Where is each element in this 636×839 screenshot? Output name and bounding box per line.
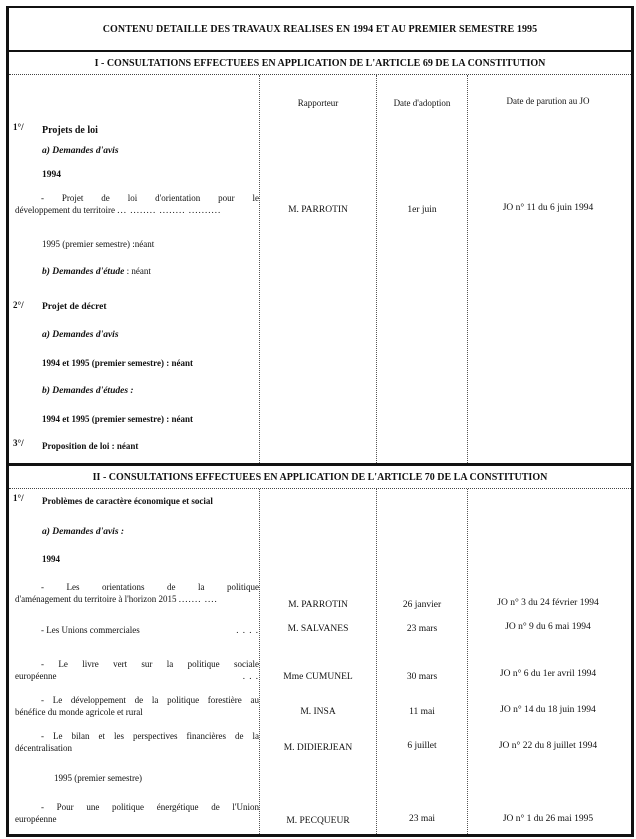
subsection-label: a) Demandes d'avis (42, 330, 119, 340)
year-label: 1994 (42, 554, 60, 564)
jo-date: JO n° 14 du 18 juin 1994 (500, 705, 596, 715)
item-number: 1°/ (13, 493, 24, 503)
entry-description (15, 801, 259, 825)
column-divider (376, 489, 377, 834)
subsection-label: b) Demandes d'études : (42, 386, 134, 396)
item-number: 1°/ (13, 122, 24, 132)
leader-dots: . . . . (236, 625, 259, 635)
entry-line2: décentralisation (15, 743, 72, 753)
entry-line2: européenne (15, 671, 57, 681)
year-label: 1994 (42, 170, 61, 180)
section2-heading: II - CONSULTATIONS EFFECTUEES EN APPLICATION DE L'ARTICLE 70 DE LA CONSTITUTION (9, 463, 631, 489)
year-1995-status: 1995 (premier semestre) :néant (42, 239, 155, 249)
item-title: Proposition de loi : néant (42, 441, 139, 451)
section1-heading: I - CONSULTATIONS EFFECTUEES EN APPLICATION DE L'ARTICLE 69 DE LA CONSTITUTION (9, 52, 631, 75)
adoption-date: 30 mars (406, 672, 438, 682)
jo-date: JO n° 6 du 1er avril 1994 (499, 669, 597, 679)
rapporteur: M. PECQUEUR (286, 816, 350, 826)
leader-dots: ... ........ ........ .......... (117, 205, 222, 215)
entry-line2: européenne (15, 814, 57, 824)
status-value: : néant (124, 266, 151, 276)
adoption-date: 11 mai (409, 707, 435, 717)
document-title: CONTENU DETAILLE DES TRAVAUX REALISES EN 1994 ET AU PREMIER SEMESTRE 1995 (9, 8, 631, 52)
adoption-date: 23 mars (406, 624, 438, 634)
rapporteur: M. INSA (300, 707, 336, 717)
adoption-date: 26 janvier (402, 600, 442, 610)
adoption-date: 1er juin (407, 205, 437, 215)
entry-description (15, 192, 259, 216)
entry-line2: d'aménagement du territoire à l'horizon 2015 (15, 594, 177, 604)
rapporteur: M. SALVANES (287, 624, 349, 634)
entry-description (15, 730, 259, 754)
jo-date: JO n° 22 du 8 juillet 1994 (498, 741, 598, 751)
subsection-b (42, 266, 151, 277)
entry-line2: développement du territoire (15, 205, 115, 215)
status-line: 1994 et 1995 (premier semestre) : néant (42, 414, 193, 424)
item-number: 3°/ (13, 438, 24, 448)
entry-description (15, 581, 259, 605)
column-divider (259, 489, 260, 834)
entry-line1: - Les Unions commerciales (41, 625, 140, 635)
col-header-date-adoption: Date d'adoption (393, 98, 451, 108)
item-number: 2°/ (13, 300, 24, 310)
entry-line2: bénéfice du monde agricole et rural (15, 707, 143, 717)
item-title: Projet de décret (42, 302, 107, 312)
leader-dots: . . . (242, 671, 259, 681)
rapporteur: M. PARROTIN (288, 600, 348, 610)
column-divider (259, 75, 260, 463)
rapporteur: Mme CUMUNEL (283, 672, 353, 682)
leader-dots: ....... .... (178, 594, 218, 604)
jo-date: JO n° 11 du 6 juin 1994 (502, 203, 594, 213)
document-frame (6, 6, 634, 837)
column-divider (467, 489, 468, 834)
subsection-label: b) Demandes d'étude (42, 267, 125, 277)
entry-line1: - Le développement de la politique forestière au (41, 695, 259, 705)
entry-line1: - Le bilan et les perspectives financières de la (41, 731, 259, 741)
year-label: 1995 (premier semestre) (54, 773, 142, 783)
status-line: 1994 et 1995 (premier semestre) : néant (42, 358, 193, 368)
adoption-date: 6 juillet (407, 741, 437, 751)
jo-date: JO n° 1 du 26 mai 1995 (502, 814, 594, 824)
entry-line1: - Le livre vert sur la politique sociale (41, 659, 259, 669)
entry-description (15, 694, 259, 718)
col-header-rapporteur: Rapporteur (297, 98, 339, 108)
jo-date: JO n° 3 du 24 février 1994 (497, 598, 599, 608)
column-divider (376, 75, 377, 463)
column-divider (467, 75, 468, 463)
jo-date: JO n° 9 du 6 mai 1994 (505, 622, 591, 632)
entry-description (15, 658, 259, 682)
entry-description (15, 624, 259, 636)
rapporteur: M. DIDIERJEAN (283, 743, 353, 753)
subsection-label: a) Demandes d'avis : (42, 527, 125, 537)
col-header-date-parution: Date de parution au JO (506, 96, 590, 106)
entry-line1: - Les orientations de la politique (41, 582, 259, 592)
item-title: Projets de loi (42, 125, 98, 136)
item-title: Problèmes de caractère économique et social (42, 496, 213, 506)
subsection-label: a) Demandes d'avis (42, 146, 119, 156)
rapporteur: M. PARROTIN (288, 205, 348, 215)
adoption-date: 23 mai (408, 814, 436, 824)
entry-line1: - Pour une politique énergétique de l'Union (41, 802, 259, 812)
entry-line1: - Projet de loi d'orientation pour le (41, 193, 259, 203)
